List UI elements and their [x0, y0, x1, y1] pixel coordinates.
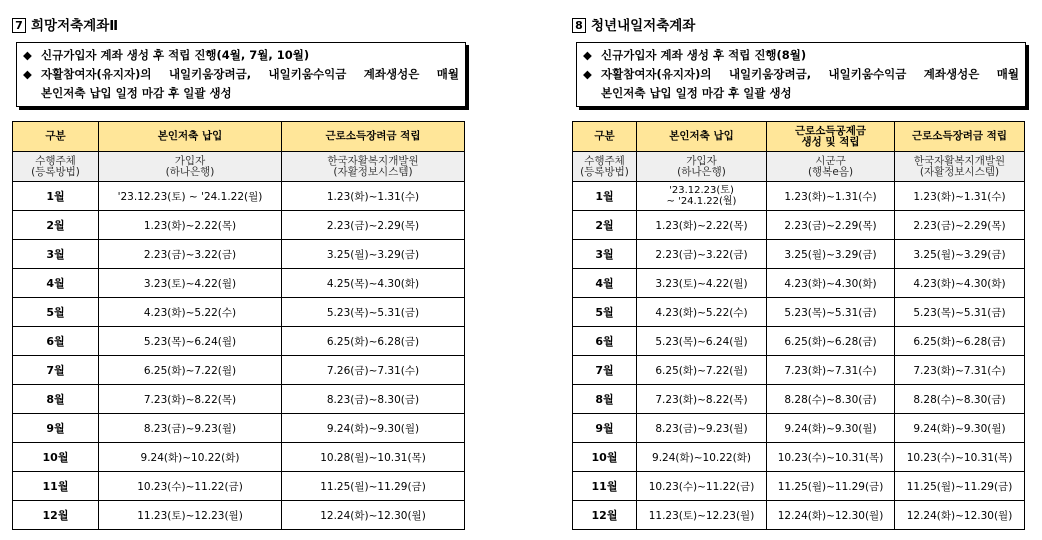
month-cell: 5월 — [13, 298, 99, 327]
date-range-cell: 8.28(수)~8.30(금) — [895, 385, 1025, 414]
date-range-cell: 5.23(목)~6.24(월) — [99, 327, 282, 356]
date-range-cell: 5.23(목)~5.31(금) — [767, 298, 895, 327]
date-range-cell: 10.28(월)~10.31(목) — [282, 443, 465, 472]
performer-cell: 한국자활복지개발원 (자활정보시스템) — [282, 152, 465, 182]
notice-word: 내일키움장려금, — [168, 67, 252, 81]
date-range-cell: 9.24(화)~10.22(화) — [637, 443, 767, 472]
month-cell: 7월 — [13, 356, 99, 385]
month-cell: 10월 — [573, 443, 637, 472]
date-range-cell: 2.23(금)~2.29(목) — [767, 211, 895, 240]
date-range-cell: 1.23(화)~2.22(목) — [99, 211, 282, 240]
month-cell: 12월 — [13, 501, 99, 530]
date-range-cell: 7.23(화)~8.22(목) — [637, 385, 767, 414]
month-cell: 2월 — [13, 211, 99, 240]
date-range-cell: 6.25(화)~6.28(금) — [282, 327, 465, 356]
notice-word: 계좌생성은 — [363, 67, 420, 81]
date-range-cell: 12.24(화)~12.30(월) — [282, 501, 465, 530]
table-row — [573, 327, 1025, 356]
table-row — [573, 298, 1025, 327]
date-range-cell: 8.28(수)~8.30(금) — [767, 385, 895, 414]
section-title — [12, 14, 118, 34]
date-range-cell: 5.23(목)~6.24(월) — [637, 327, 767, 356]
date-range-cell: 5.23(목)~5.31(금) — [282, 298, 465, 327]
month-cell: 10월 — [13, 443, 99, 472]
notice-line — [23, 65, 459, 84]
table-row — [13, 211, 465, 240]
month-cell: 6월 — [13, 327, 99, 356]
date-range-cell: 11.25(월)~11.29(금) — [767, 472, 895, 501]
date-range-cell: 2.23(금)~2.29(목) — [282, 211, 465, 240]
diamond-bullet-icon: ◆ — [23, 48, 32, 62]
date-range-cell: 10.23(수)~10.31(목) — [895, 443, 1025, 472]
date-range-cell: 1.23(화)~1.31(수) — [895, 182, 1025, 211]
date-range-cell: 2.23(금)~2.29(목) — [895, 211, 1025, 240]
table-row — [573, 240, 1025, 269]
date-range-cell: 4.25(목)~4.30(화) — [282, 269, 465, 298]
section-title-text: 청년내일저축계좌 — [591, 18, 696, 34]
column-header: 구분 — [13, 122, 99, 152]
date-range-cell: 1.23(화)~1.31(수) — [767, 182, 895, 211]
date-range-cell: 9.24(화)~9.30(월) — [895, 414, 1025, 443]
month-cell: 12월 — [573, 501, 637, 530]
column-header: 본인저축 납입 — [99, 122, 282, 152]
table-row — [573, 356, 1025, 385]
table-row — [573, 211, 1025, 240]
diamond-bullet-icon: ◆ — [583, 67, 592, 81]
notice-line — [583, 46, 1019, 65]
notice-word: 내일키움수익금 — [828, 67, 907, 81]
month-cell: 11월 — [573, 472, 637, 501]
month-cell: 9월 — [573, 414, 637, 443]
date-range-cell: 4.23(화)~4.30(화) — [767, 269, 895, 298]
date-range-cell: 8.23(금)~9.23(월) — [99, 414, 282, 443]
date-range-cell: 6.25(화)~6.28(금) — [767, 327, 895, 356]
month-cell: 8월 — [573, 385, 637, 414]
date-range-cell: 7.23(화)~7.31(수) — [895, 356, 1025, 385]
table-row — [13, 298, 465, 327]
date-range-cell: 4.23(화)~4.30(화) — [895, 269, 1025, 298]
table-row — [573, 443, 1025, 472]
date-range-cell: 3.23(토)~4.22(월) — [99, 269, 282, 298]
section-number: 7 — [12, 18, 26, 33]
month-cell: 3월 — [13, 240, 99, 269]
notice-word: 매월 — [996, 67, 1019, 81]
header-row — [13, 122, 465, 152]
table-row — [13, 356, 465, 385]
date-range-cell: 2.23(금)~3.22(금) — [637, 240, 767, 269]
date-range-cell: 2.23(금)~3.22(금) — [99, 240, 282, 269]
header-row — [573, 122, 1025, 152]
date-range-cell: 9.24(화)~9.30(월) — [282, 414, 465, 443]
table-row — [13, 443, 465, 472]
notice-text: 신규가입자 계좌 생성 후 적립 진행(4월, 7월, 10월) — [41, 48, 310, 62]
table-row — [13, 327, 465, 356]
date-range-cell: 10.23(수)~11.22(금) — [99, 472, 282, 501]
notice-text: 본인저축 납입 일정 마감 후 일괄 생성 — [41, 86, 232, 100]
performer-row — [573, 152, 1025, 182]
date-range-cell: 12.24(화)~12.30(월) — [767, 501, 895, 530]
date-range-cell: 4.23(화)~5.22(수) — [637, 298, 767, 327]
notice-word: 계좌생성은 — [923, 67, 980, 81]
notice-word: 매월 — [436, 67, 459, 81]
month-cell: 2월 — [573, 211, 637, 240]
column-header: 구분 — [573, 122, 637, 152]
month-cell: 4월 — [13, 269, 99, 298]
table-row — [13, 501, 465, 530]
column-header: 근로소득장려금 적립 — [282, 122, 465, 152]
date-range-cell: 3.25(월)~3.29(금) — [282, 240, 465, 269]
date-range-cell: 11.25(월)~11.29(금) — [895, 472, 1025, 501]
schedule-table — [572, 121, 1025, 530]
notice-box — [16, 42, 466, 107]
date-range-cell: 7.23(화)~8.22(목) — [99, 385, 282, 414]
notice-line — [583, 84, 1019, 103]
month-cell: 1월 — [573, 182, 637, 211]
table-row — [13, 472, 465, 501]
column-header: 근로소득공제금 생성 및 적립 — [767, 122, 895, 152]
section-title — [572, 14, 695, 34]
month-cell: 3월 — [573, 240, 637, 269]
schedule-table — [12, 121, 465, 530]
date-range-cell: 12.24(화)~12.30(월) — [895, 501, 1025, 530]
date-range-cell: '23.12.23(토) ~ '24.1.22(월) — [99, 182, 282, 211]
month-cell: 4월 — [573, 269, 637, 298]
table-row — [573, 414, 1025, 443]
date-range-cell: '23.12.23(토) ~ '24.1.22(월) — [637, 182, 767, 211]
table-row — [573, 385, 1025, 414]
table-row — [573, 472, 1025, 501]
date-range-cell: 10.23(수)~10.31(목) — [767, 443, 895, 472]
table-row — [13, 385, 465, 414]
notice-line — [23, 46, 459, 65]
performer-cell: 수행주체 (등록방법) — [13, 152, 99, 182]
date-range-cell: 7.26(금)~7.31(수) — [282, 356, 465, 385]
table-row — [13, 182, 465, 211]
section-title-text: 희망저축계좌Ⅱ — [31, 18, 119, 34]
date-range-cell: 7.23(화)~7.31(수) — [767, 356, 895, 385]
month-cell: 1월 — [13, 182, 99, 211]
table-row — [573, 182, 1025, 211]
month-cell: 5월 — [573, 298, 637, 327]
date-range-cell: 11.23(토)~12.23(월) — [99, 501, 282, 530]
table-row — [13, 240, 465, 269]
notice-word: 자활참여자(유지자)의 — [601, 67, 712, 81]
date-range-cell: 5.23(목)~5.31(금) — [895, 298, 1025, 327]
date-range-cell: 9.24(화)~10.22(화) — [99, 443, 282, 472]
notice-text: 본인저축 납입 일정 마감 후 일괄 생성 — [601, 86, 792, 100]
performer-cell: 수행주체 (등록방법) — [573, 152, 637, 182]
date-range-cell: 3.25(월)~3.29(금) — [895, 240, 1025, 269]
date-range-cell: 4.23(화)~5.22(수) — [99, 298, 282, 327]
notice-line — [583, 65, 1019, 84]
notice-word: 자활참여자(유지자)의 — [41, 67, 152, 81]
notice-word: 내일키움수익금 — [268, 67, 347, 81]
date-range-cell: 10.23(수)~11.22(금) — [637, 472, 767, 501]
table-row — [573, 501, 1025, 530]
notice-line — [23, 84, 459, 103]
diamond-bullet-icon: ◆ — [23, 67, 32, 81]
date-range-cell: 6.25(화)~6.28(금) — [895, 327, 1025, 356]
performer-cell: 한국자활복지개발원 (자활정보시스템) — [895, 152, 1025, 182]
section-number: 8 — [572, 18, 586, 33]
performer-cell: 가입자 (하나은행) — [637, 152, 767, 182]
column-header: 근로소득장려금 적립 — [895, 122, 1025, 152]
month-cell: 8월 — [13, 385, 99, 414]
notice-text: 신규가입자 계좌 생성 후 적립 진행(8월) — [601, 48, 807, 62]
month-cell: 7월 — [573, 356, 637, 385]
notice-word: 내일키움장려금, — [728, 67, 812, 81]
diamond-bullet-icon: ◆ — [583, 48, 592, 62]
month-cell: 9월 — [13, 414, 99, 443]
date-range-cell: 6.25(화)~7.22(월) — [99, 356, 282, 385]
month-cell: 6월 — [573, 327, 637, 356]
date-range-cell: 11.23(토)~12.23(월) — [637, 501, 767, 530]
table-row — [573, 269, 1025, 298]
date-range-cell: 11.25(월)~11.29(금) — [282, 472, 465, 501]
date-range-cell: 3.23(토)~4.22(월) — [637, 269, 767, 298]
table-row — [13, 269, 465, 298]
date-range-cell: 1.23(화)~2.22(목) — [637, 211, 767, 240]
date-range-cell: 8.23(금)~8.30(금) — [282, 385, 465, 414]
date-range-cell: 1.23(화)~1.31(수) — [282, 182, 465, 211]
table-row — [13, 414, 465, 443]
month-cell: 11월 — [13, 472, 99, 501]
performer-row — [13, 152, 465, 182]
date-range-cell: 9.24(화)~9.30(월) — [767, 414, 895, 443]
date-range-cell: 3.25(월)~3.29(금) — [767, 240, 895, 269]
date-range-cell: 8.23(금)~9.23(월) — [637, 414, 767, 443]
column-header: 본인저축 납입 — [637, 122, 767, 152]
notice-box — [576, 42, 1026, 107]
date-range-cell: 6.25(화)~7.22(월) — [637, 356, 767, 385]
performer-cell: 가입자 (하나은행) — [99, 152, 282, 182]
performer-cell: 시군구 (행복e음) — [767, 152, 895, 182]
